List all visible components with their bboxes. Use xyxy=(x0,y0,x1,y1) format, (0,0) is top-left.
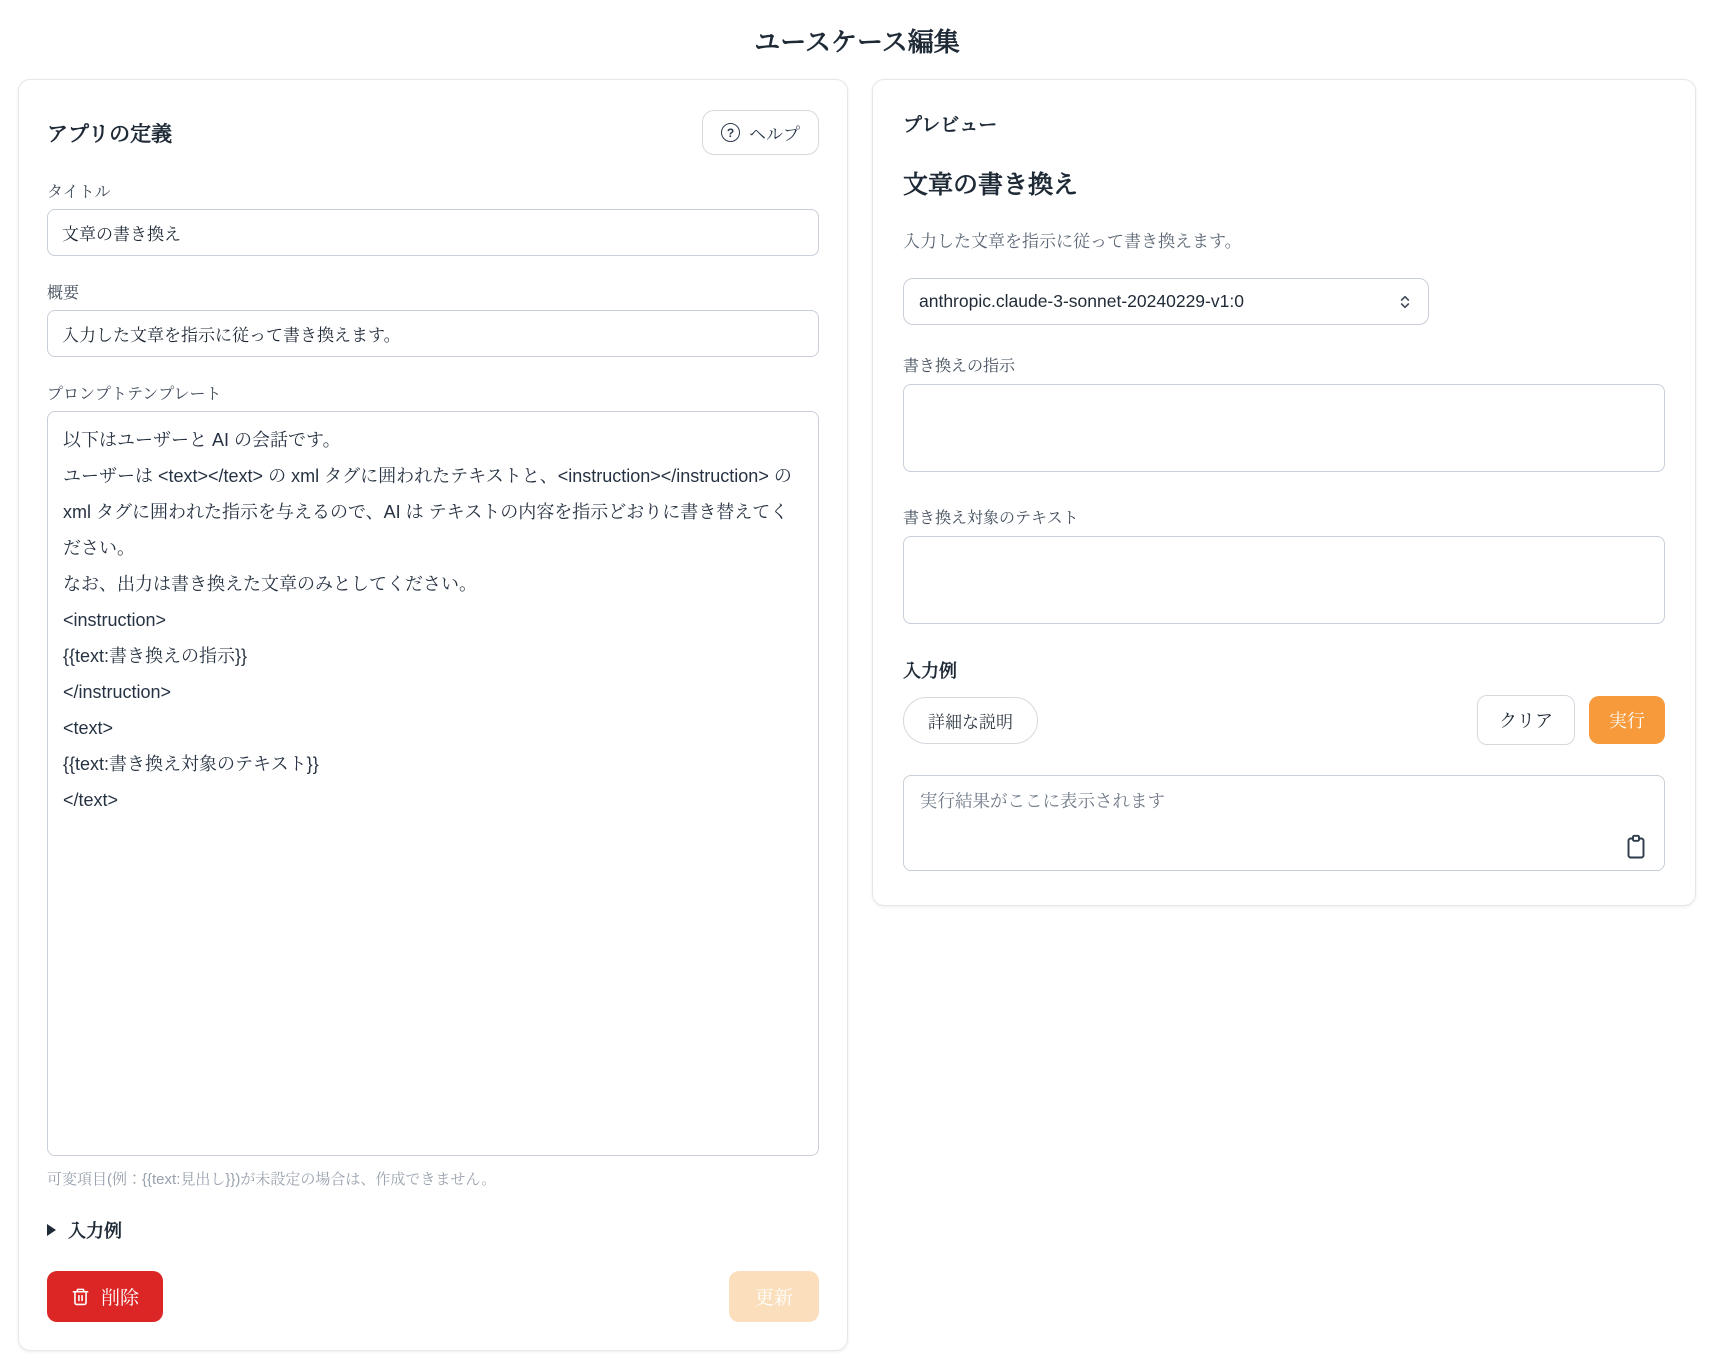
triangle-right-icon xyxy=(47,1224,56,1236)
help-button[interactable] xyxy=(702,110,819,155)
page-title: ユースケース編集 xyxy=(754,27,960,57)
question-circle-icon: ? xyxy=(721,123,740,142)
title-field-group xyxy=(47,179,819,256)
copy-button[interactable] xyxy=(1624,834,1648,860)
preview-heading: プレビュー xyxy=(903,115,998,136)
update-button[interactable]: 更新 xyxy=(729,1271,819,1322)
summary-label: 概要 xyxy=(47,285,80,302)
chevron-up-down-icon xyxy=(1397,294,1413,310)
prompt-template-textarea[interactable] xyxy=(47,411,819,1156)
delete-button-label: 削除 xyxy=(101,1288,140,1309)
run-actions xyxy=(1477,695,1665,745)
preview-examples-label: 入力例 xyxy=(903,661,957,681)
app-definition-header xyxy=(47,110,819,155)
template-note: 可変項目(例：{{text:見出し}})が未設定の場合は、作成できません。 xyxy=(47,1171,497,1188)
preview-panel xyxy=(872,79,1696,906)
run-button[interactable]: 実行 xyxy=(1589,696,1665,744)
model-select-value: anthropic.claude-3-sonnet-20240229-v1:0 xyxy=(919,291,1244,311)
delete-button[interactable] xyxy=(47,1271,163,1322)
editor-footer xyxy=(47,1271,819,1322)
target-text-label: 書き換え対象のテキスト xyxy=(903,510,1079,527)
title-label: タイトル xyxy=(47,184,111,201)
preview-actions-row xyxy=(903,695,1665,745)
summary-input[interactable] xyxy=(47,310,819,357)
result-placeholder-text: 実行結果がここに表示されます xyxy=(920,791,1165,811)
instruction-label: 書き換えの指示 xyxy=(903,358,1016,375)
clear-button[interactable]: クリア xyxy=(1477,695,1575,745)
trash-icon xyxy=(71,1286,90,1307)
main-columns xyxy=(0,59,1714,1351)
examples-toggle-label: 入力例 xyxy=(68,1221,122,1241)
preview-app-title: 文章の書き換え xyxy=(903,171,1079,199)
app-definition-panel xyxy=(18,79,848,1351)
template-label: プロンプトテンプレート xyxy=(47,386,222,403)
summary-field-group xyxy=(47,280,819,357)
target-text-textarea[interactable] xyxy=(903,536,1665,624)
instruction-textarea[interactable] xyxy=(903,384,1665,472)
example-chip-button[interactable]: 詳細な説明 xyxy=(903,697,1038,744)
template-field-group xyxy=(47,381,819,1189)
result-box xyxy=(903,775,1665,871)
title-input[interactable] xyxy=(47,209,819,256)
model-select[interactable] xyxy=(903,278,1429,325)
app-definition-heading: アプリの定義 xyxy=(47,122,173,146)
examples-disclosure-toggle[interactable] xyxy=(47,1217,819,1243)
help-button-label: ヘルプ xyxy=(749,125,800,144)
clipboard-icon xyxy=(1624,834,1648,860)
preview-app-description: 入力した文章を指示に従って書き換えます。 xyxy=(903,232,1242,251)
